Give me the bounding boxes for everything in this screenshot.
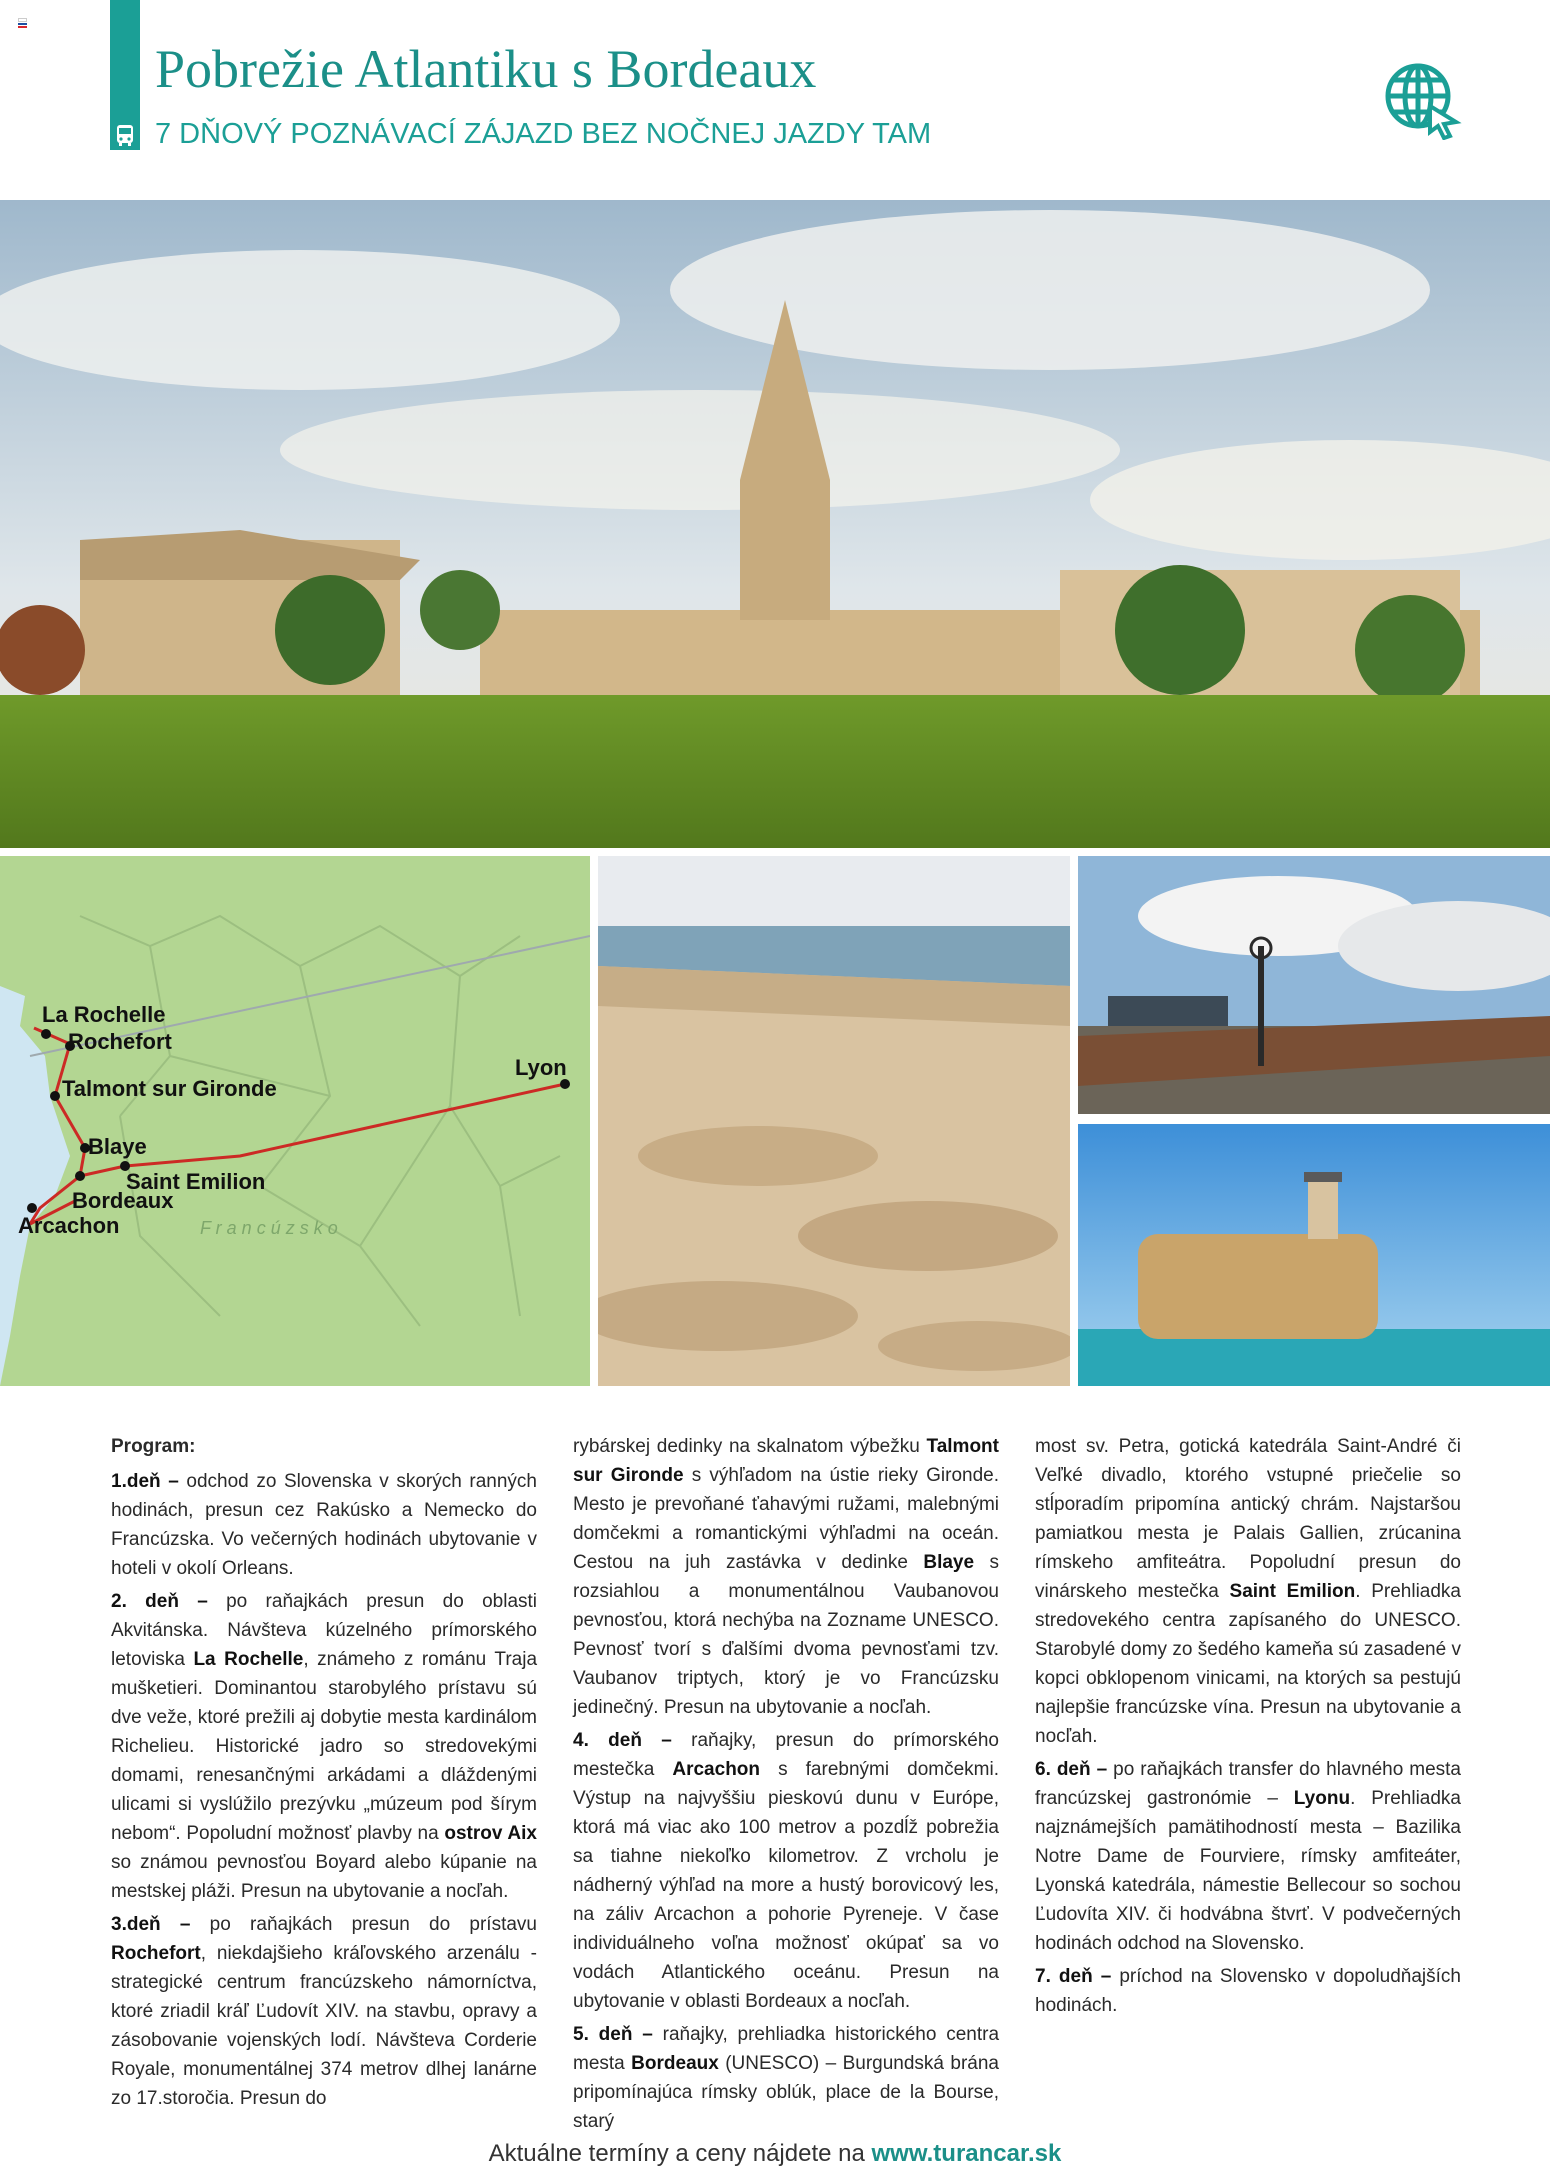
map-label-saint-emilion: Saint Emilion: [126, 1169, 266, 1194]
map-label-arcachon: Arcachon: [18, 1213, 120, 1238]
day-1: 1.deň – odchod zo Slovenska v skorých ranných hodinách, presun cez Rakúsko a Nemecko do Francúzska. Vo večerných hodinách ubytovanie v hoteli v okolí Orleans.: [111, 1471, 537, 1579]
day-2: 2. deň – po raňajkách presun do oblasti Akvitánska. Návšteva kúzelného prímorského letoviska La Rochelle, známeho z románu Traja mušketieri. Dominantou starobylého prístavu sú dve veže, ktoré prežili aj dobytie mesta kardinálom Richelieu. Historické jadro so stredovekými domami, renesančnými arkádami a dláždenými ulicami si vyslúžilo prezývku „múzeum pod šírym nebom“. Popoludní možnosť plavby na ostrov Aix so známou pevnosťou Boyard alebo kúpanie na mestskej pláži. Presun na ubytovanie a nocľah.: [111, 1591, 538, 1902]
route-map: [0, 856, 590, 1386]
hero-photo-saint-emilion: [0, 200, 1550, 848]
day-7: 7. deň – príchod na Slovensko v dopoludňajších hodinách.: [1035, 1966, 1461, 2016]
footer: [0, 2140, 1550, 2168]
footer-link[interactable]: www.turancar.sk: [871, 2140, 1062, 2167]
day-4: 4. deň – raňajky, presun do prímorského mestečka Arcachon s farebnými domčekmi. Výstup na najvyššiu pieskovú dunu v Európe, ktorá má viac ako 100 metrov a pozdĺž pobrežia sa tiahne niekoľko kilometrov. Z vrcholu je nádherný výhľad na more a hustý borovicový les, na záliv Arcachon a pohorie Pyreneje. V čase individuálneho voľna možnosť okúpať sa vo vodách Atlantického oceánu. Presun na ubytovanie v oblasti Bordeaux a nocľah.: [573, 1730, 999, 2012]
photo-dune-du-pilat: [598, 856, 1070, 1386]
page-subtitle: 7 DŇOVÝ POZNÁVACÍ ZÁJAZD BEZ NOČNEJ JAZDY TAM: [155, 118, 932, 150]
day-3-cont: rybárskej dedinky na skalnatom výbežku Talmont sur Gironde s výhľadom na ústie rieky Gironde. Mesto je prevoňané ťahavými ružami, malebnými domčekmi a romantickými výhľadmi na oceán. Cestou na juh zastávka v dedinke Blaye s rozsiahlou a monumentálnou Vaubanovou pevnosťou, ktorá nechýba na Zozname UNESCO. Pevnosť tvorí s ďalšími dvoma pevnosťami tzv. Vaubanov triptych, ktorý je vo Francúzsku jedinečný. Presun na ubytovanie a nocľah.: [573, 1436, 999, 1718]
bus-icon: [110, 120, 140, 150]
program-heading: Program:: [111, 1436, 196, 1457]
map-label-talmont: Talmont sur Gironde: [62, 1076, 277, 1101]
slovak-flag-icon: [18, 18, 27, 25]
map-label-rochefort: Rochefort: [68, 1029, 172, 1054]
map-label-bordeaux: Bordeaux: [72, 1188, 174, 1213]
map-dot-la-rochelle: [41, 1029, 51, 1039]
photo-fort-boyard: [1078, 1124, 1550, 1386]
photo-bordeaux-bridge: [1078, 856, 1550, 1114]
program-column-2: [573, 1432, 999, 2140]
map-dot-lyon: [560, 1079, 570, 1089]
day-5: 5. deň – raňajky, prehliadka historického centra mesta Bordeaux (UNESCO) – Burgundská brána pripomínajúca rímsky oblúk, place de la Bourse, starý: [573, 2024, 1000, 2132]
day-3: 3.deň – po raňajkách presun do prístavu Rochefort, niekdajšieho kráľovského arzenálu - strategické centrum francúzskeho námorníctva, ktoré zriadil kráľ Ľudovít XIV. na stavbu, opravy a zásobovanie vojenských lodí. Návšteva Corderie Royale, monumentálnej 374 metrov dlhej lanárne zo 17.storočia. Presun do: [111, 1914, 537, 2109]
globe-cursor-icon[interactable]: [1382, 60, 1462, 140]
day-6: 6. deň – po raňajkách transfer do hlavného mesta francúzskej gastronómie – Lyonu. Prehliadka najznámejších pamätihodností mesta – Bazilika Notre Dame de Fourviere, rímsky amfiteáter, Lyonská katedrála, námestie Bellecour so sochou Ľudovíta XIV. či hodvábna štvrť. V podvečerných hodinách odchod na Slovensko.: [1035, 1759, 1462, 1954]
map-dot-talmont: [50, 1091, 60, 1101]
day-5-cont: most sv. Petra, gotická katedrála Saint-André či Veľké divadlo, ktorého vstupné priečelie so stĺporadím pripomína antický chrám. Najstaršou pamiatkou mesta je Palais Gallien, zrúcanina rímskeho amfiteátra. Popoludní presun do vinárskeho mestečka Saint Emilion. Prehliadka stredovekého centra zapísaného do UNESCO. Starobylé domy zo šedého kameňa sú zasadené v kopci obklopenom vinicami, na ktorých sa pestujú najlepšie francúzske vína. Presun na ubytovanie a nocľah.: [1035, 1436, 1461, 1747]
page-title: Pobrežie Atlantiku s Bordeaux: [155, 39, 817, 99]
footer-text: Aktuálne termíny a ceny nájdete na: [488, 2140, 872, 2167]
map-label-la-rochelle: La Rochelle: [42, 1002, 166, 1027]
map-country-label: F r a n c ú z s k o: [200, 1218, 338, 1238]
map-dot-arcachon: [27, 1203, 37, 1213]
program-column-3: [1035, 1432, 1461, 2024]
program-column-1: [111, 1432, 537, 2117]
map-dot-bordeaux: [75, 1171, 85, 1181]
map-label-lyon: Lyon: [515, 1055, 567, 1080]
map-label-blaye: Blaye: [88, 1134, 147, 1159]
